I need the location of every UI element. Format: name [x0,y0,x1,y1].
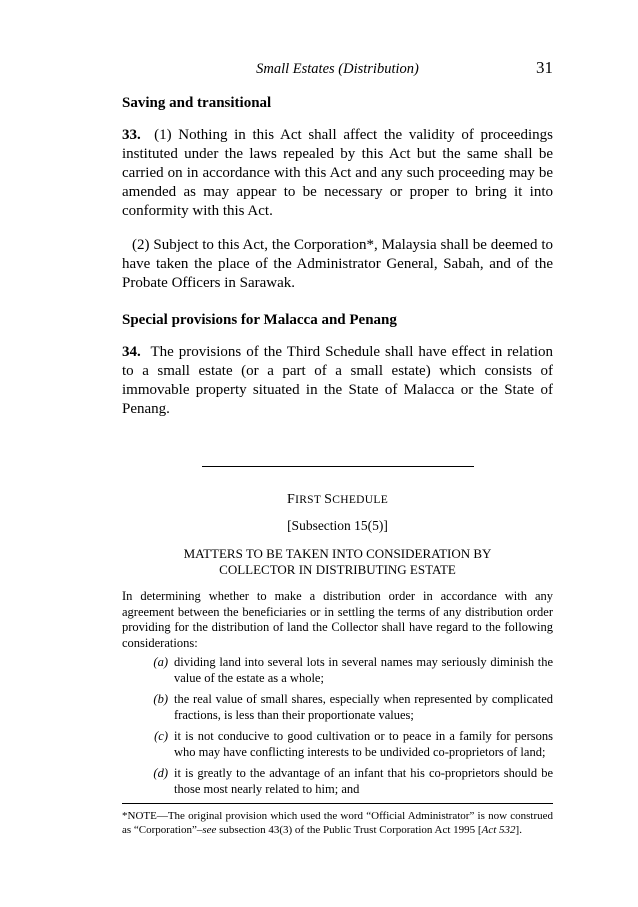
list-item-label: (d) [153,766,168,780]
section-33-para-1 [122,126,553,221]
list-item-text: dividing land into several lots in several names may seriously diminish the value of the estate as a whole; [174,655,553,685]
list-item-label: (c) [154,729,168,743]
section-33-para-1-text: (1) Nothing in this Act shall affect the validity of proceedings instituted under the laws repealed by this Act but the same shall be carried on in accordance with this Act and any such proceeding may be amended as may appear to be necessary or proper to bring it into conformity with this Act. [122,127,554,219]
list-item [122,729,553,760]
list-item-label: (a) [153,655,168,669]
section-33-heading: Saving and transitional [122,95,272,111]
list-item-text: it is greatly to the advantage of an infant that his co-proprietors should be those most nearly related to him; and [174,766,553,796]
list-item [122,766,553,797]
schedule-heading-line-2: COLLECTOR IN DISTRIBUTING ESTATE [219,562,456,577]
footnote: *NOTE—The original provision which used the word “Official Administrator” is now construed as “Corporation”–see subsection 43(3) of the Public Trust Corporation Act 1995 [Act 532]. [122,810,553,836]
list-item [122,655,553,686]
document-page [122,58,553,797]
section-33-number: 33. [122,127,141,143]
section-33-para-2: (2) Subject to this Act, the Corporation*, Malaysia shall be deemed to have taken the place of the Administrator General, Sabah, and of the Probate Officers in Sarawak. [122,237,553,291]
list-item-text: it is not conducive to good cultivation or to peace in a family for persons who may have conflicting interests to be undivided co-proprietors of land; [174,729,553,759]
list-item [122,692,553,723]
running-title: Small Estates (Distribution) [256,61,419,77]
list-item-text: the real value of small shares, especially when represented by complicated fractions, is less than their proportionate values; [174,692,553,722]
schedule-heading [122,546,553,578]
schedule-intro: In determining whether to make a distribution order in accordance with any agreement between the beneficiaries or in settling the terms of any distribution order providing for the distribution of land the Collector shall have regard to the following considerations: [122,589,553,650]
footnote-marker: *NOTE [122,810,157,822]
section-34-para [122,343,553,419]
section-34-heading: Special provisions for Malacca and Penang [122,312,397,328]
page-number: 31 [536,58,553,77]
list-item-label: (b) [153,692,168,706]
schedule-title: FIRST SCHEDULE [286,492,389,507]
schedule-items [122,655,553,797]
schedule-subsection-ref: [Subsection 15(5)] [287,518,388,533]
footnote-block [122,803,553,837]
schedule-heading-line-1: MATTERS TO BE TAKEN INTO CONSIDERATION BY [183,546,492,561]
section-34-para-text: The provisions of the Third Schedule shall have effect in relation to a small estate (or a part of a small estate) which consists of immovable property situated in the State of Malacca or the State of Penang. [122,344,553,417]
page-header [122,58,553,80]
section-34-number: 34. [122,344,141,360]
